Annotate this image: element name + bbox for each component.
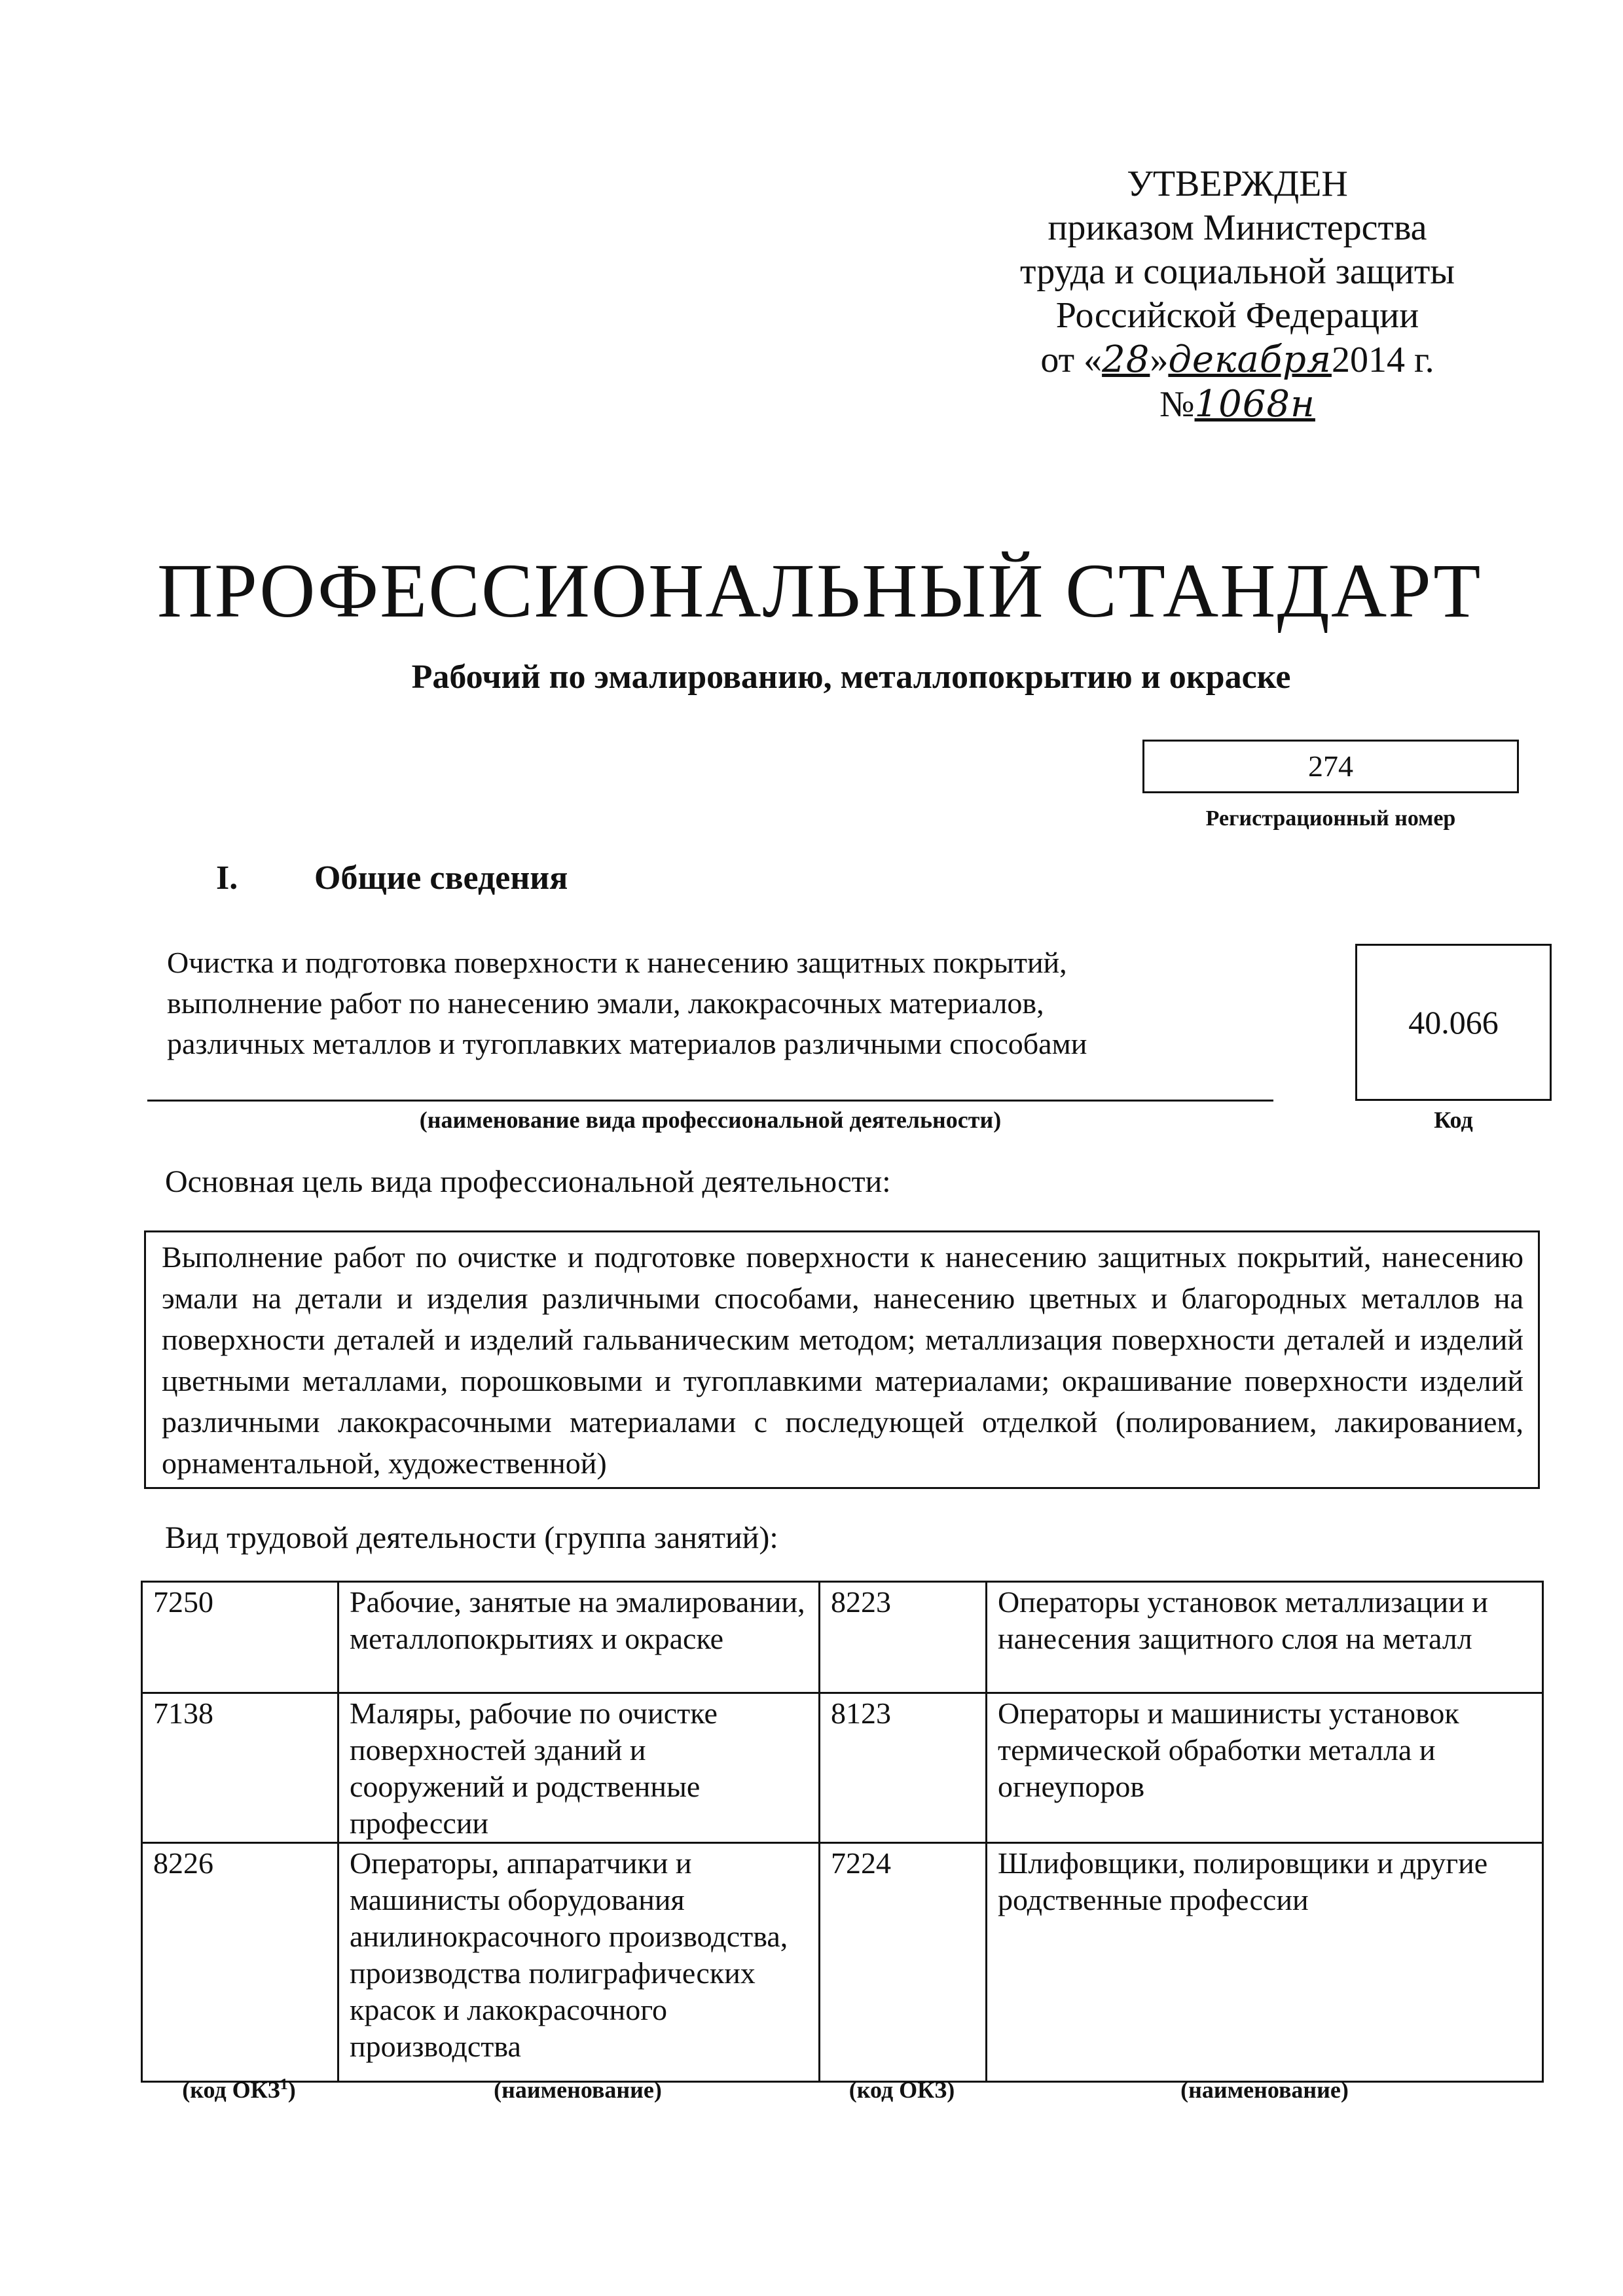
okz-name: Маляры, рабочие по очистке поверхностей зданий и сооружений и родственные профессии — [338, 1693, 820, 1843]
okz-code: 8223 — [820, 1582, 987, 1693]
date-month: декабря — [1168, 338, 1332, 381]
approval-order: приказом Министерства — [1048, 207, 1427, 248]
okz-code: 7250 — [142, 1582, 338, 1693]
table-row — [142, 1843, 1543, 2082]
footer-code-okz — [141, 2076, 337, 2104]
okz-name: Операторы, аппаратчики и машинисты оборудования анилинокрасочного производства, производства полиграфических красок и лакокрасочного производства — [338, 1843, 820, 2082]
activity-line: выполнение работ по нанесению эмали, лакокрасочных материалов, — [167, 986, 1044, 1020]
activity-underline — [147, 1100, 1273, 1102]
date-prefix: от « — [1040, 340, 1103, 380]
approval-ministry: труда и социальной защиты — [1020, 251, 1455, 292]
registration-number-label: Регистрационный номер — [1205, 806, 1456, 831]
footer-name: (наименование) — [494, 2077, 662, 2103]
activity-code-box: 40.066 — [1355, 944, 1552, 1101]
activity-caption: (наименование вида профессиональной деятельности) — [419, 1107, 1002, 1133]
registration-number-box: 274 — [1142, 740, 1519, 793]
activity-code-label: Код — [1434, 1107, 1473, 1133]
approval-date-line — [982, 338, 1493, 427]
date-year: 2014 г. № — [1159, 340, 1434, 425]
activity-name — [167, 942, 1293, 1064]
order-number: 1068н — [1194, 383, 1315, 425]
goal-text: Выполнение работ по очистке и подготовке поверхности к нанесению защитных покрытий, нанесению эмали на детали и изделия различными способами, нанесению цветных и благородных металлов на поверхности деталей и изделий гальваническим методом; металлизация поверхности деталей и изделий цветными металлами, порошковыми и тугоплавкими материалами; окрашивание поверхности изделий различными лакокрасочными материалами с последующей отделкой (полированием, лакированием, орнаментальной, художественной) — [144, 1230, 1540, 1489]
okz-name: Операторы и машинисты установок термической обработки металла и огнеупоров — [987, 1693, 1543, 1843]
section-title: Общие сведения — [314, 859, 568, 897]
activity-line: различных металлов и тугоплавких материалов различными способами — [167, 1027, 1087, 1060]
table-row — [142, 1693, 1543, 1843]
occupation-groups-table — [141, 1581, 1544, 2083]
okz-code: 7138 — [142, 1693, 338, 1843]
footnote-mark: 1 — [280, 2076, 288, 2093]
okz-code: 8226 — [142, 1843, 338, 2082]
goal-heading: Основная цель вида профессиональной деятельности: — [165, 1164, 891, 1199]
okz-name: Шлифовщики, полировщики и другие родственные профессии — [987, 1843, 1543, 2082]
footer-code-okz-close: ) — [287, 2077, 296, 2103]
date-day-close: » — [1150, 340, 1169, 380]
footer-code-okz: (код ОКЗ) — [848, 2077, 955, 2103]
date-day: 28 — [1102, 338, 1150, 381]
footer-name: (наименование) — [1180, 2077, 1349, 2103]
table-row — [142, 1582, 1543, 1693]
approval-status: УТВЕРЖДЕН — [1127, 164, 1348, 204]
footer-code-okz-text: (код ОКЗ — [182, 2077, 280, 2103]
document-subtitle: Рабочий по эмалированию, металлопокрытию и окраске — [411, 658, 1291, 696]
approval-country: Российской Федерации — [1055, 295, 1419, 336]
okz-name: Операторы установок металлизации и нанесения защитного слоя на металл — [987, 1582, 1543, 1693]
okz-code: 7224 — [820, 1843, 987, 2082]
okz-name: Рабочие, занятые на эмалировании, металлопокрытиях и окраске — [338, 1582, 820, 1693]
document-title: ПРОФЕССИОНАЛЬНЫЙ СТАНДАРТ — [157, 548, 1482, 634]
section-number: I. — [216, 859, 238, 897]
groups-heading: Вид трудовой деятельности (группа занятий): — [165, 1520, 778, 1555]
approval-block — [982, 162, 1493, 427]
okz-code: 8123 — [820, 1693, 987, 1843]
activity-line: Очистка и подготовка поверхности к нанесению защитных покрытий, — [167, 946, 1067, 979]
